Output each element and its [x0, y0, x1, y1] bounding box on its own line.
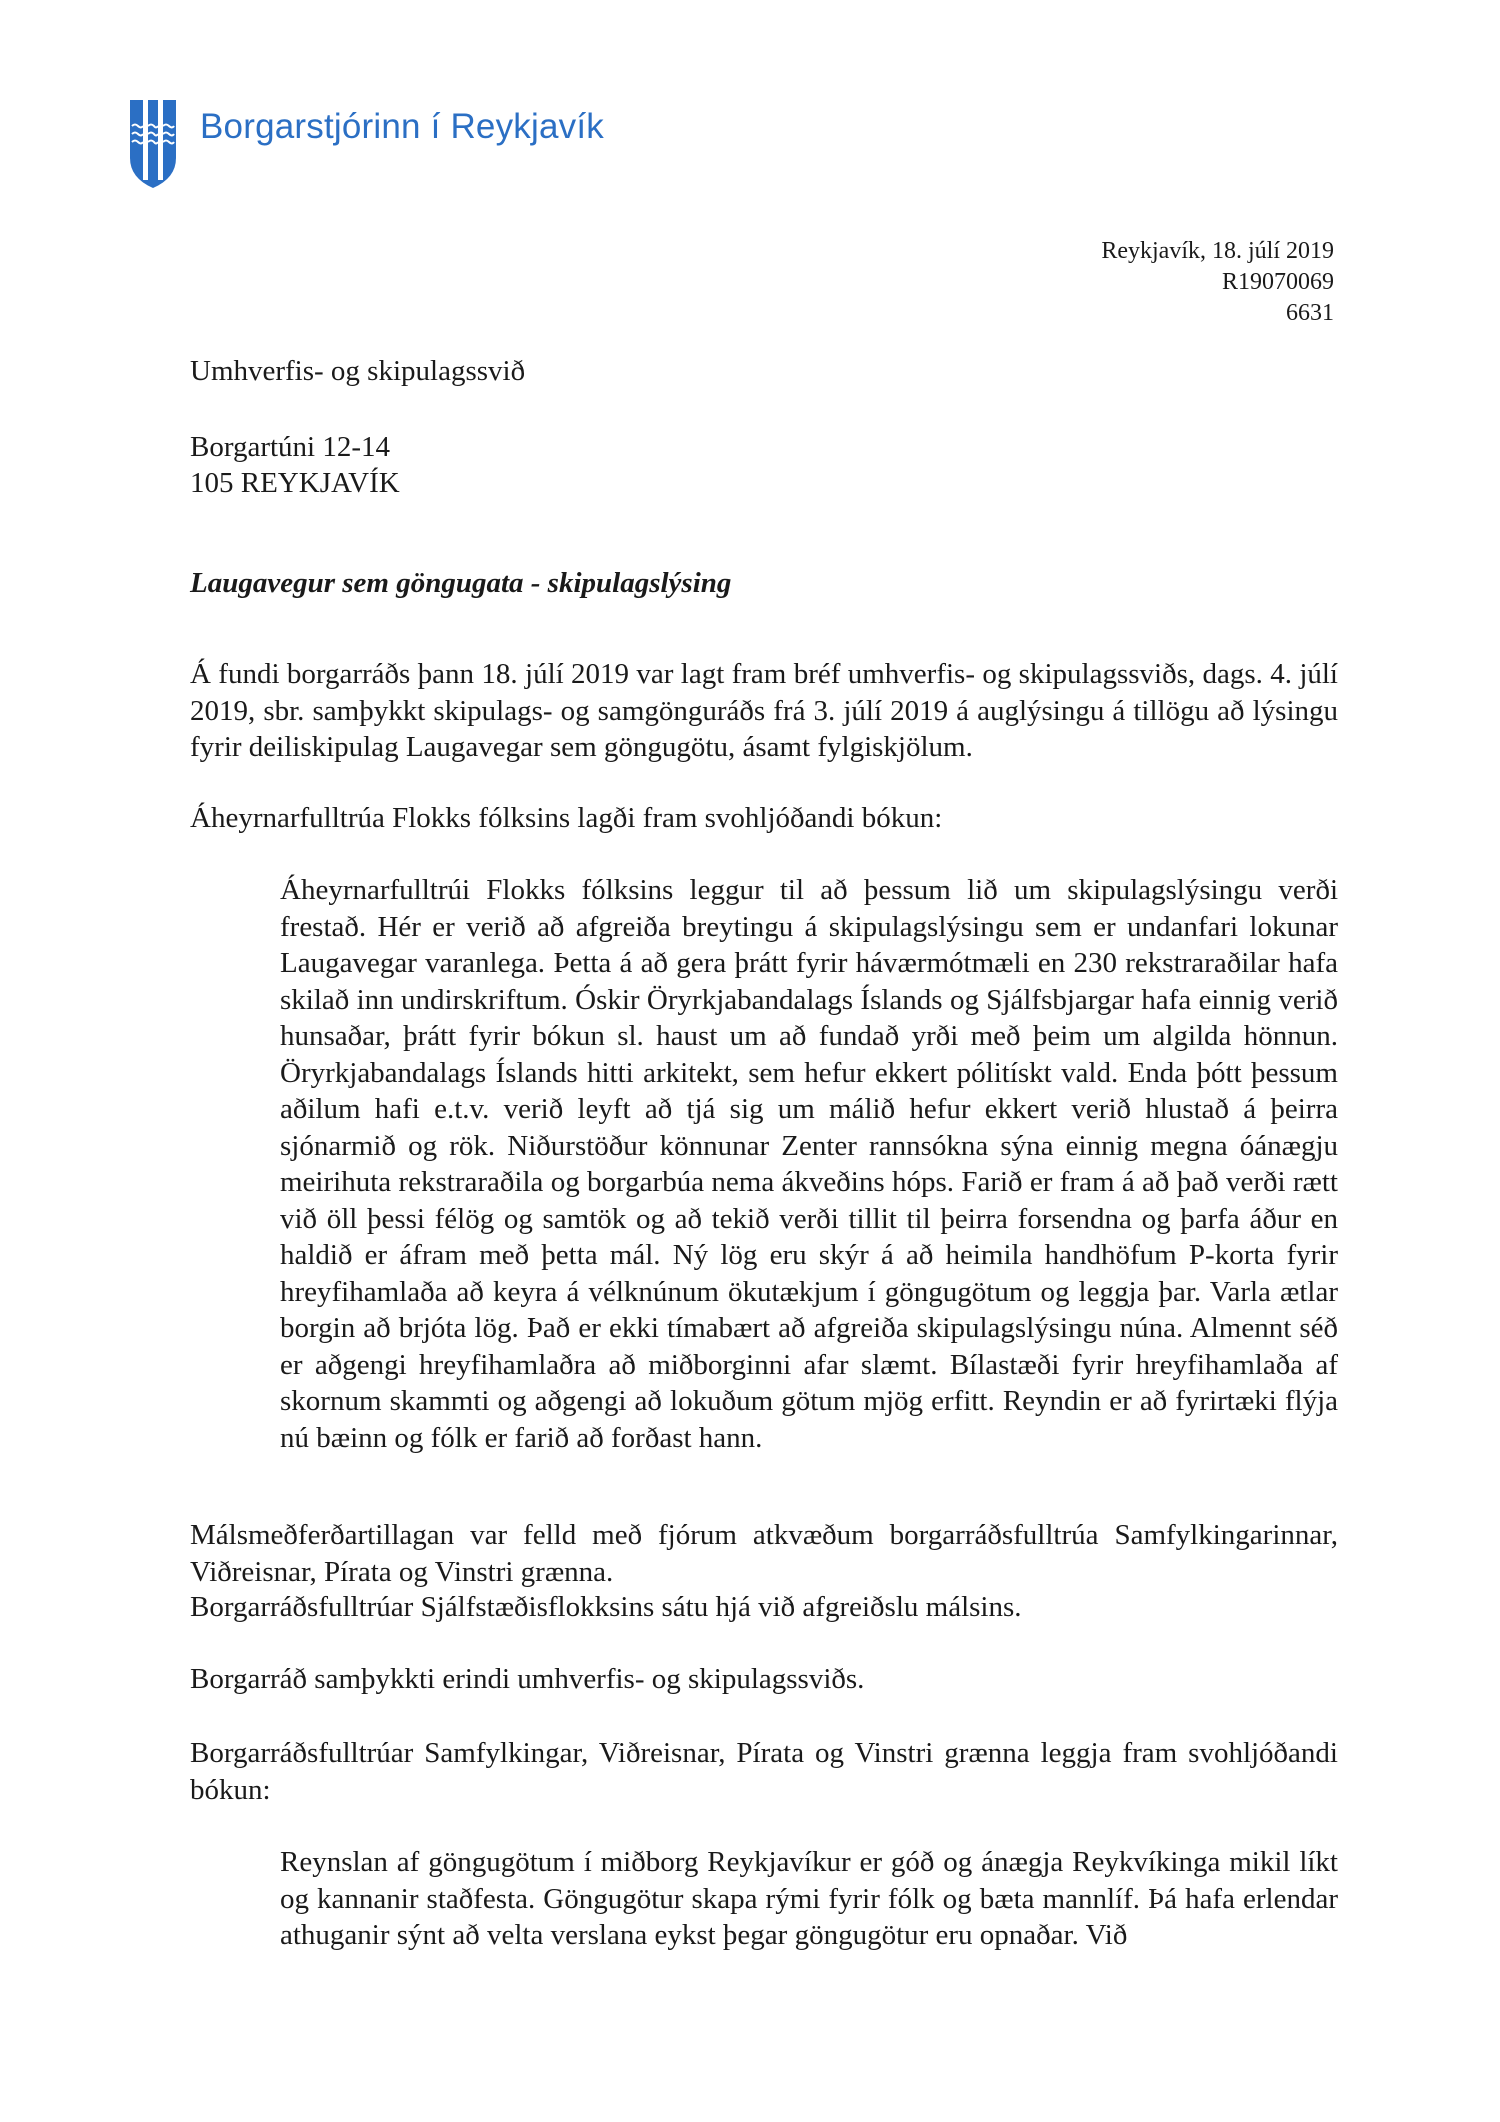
reykjavik-crest-icon — [126, 96, 180, 192]
case-number: R19070069 — [1221, 269, 1334, 295]
address-street: Borgartúni 12-14 — [190, 431, 391, 463]
reference-block — [1101, 236, 1334, 329]
bokun-quote: Reynslan af göngugötum í miðborg Reykjavíkur er góð og ánægja Reykvíkinga mikil líkt og kannanir staðfesta. Göngugötur skapa rými fyrir fólk og bæta mannlíf. Þá hafa erlendar athuganir sýnt að velta verslana eykst þegar göngugötur eru opnaðar. Við — [280, 1846, 1338, 1951]
recipient-department: Umhverfis- og skipulagssvið — [190, 355, 526, 387]
document-number: 6631 — [1286, 300, 1334, 326]
speaker-paragraph: Borgarráðsfulltrúar Samfylkingar, Viðreisnar, Pírata og Vinstri grænna leggja fram svohljóðandi bókun: — [190, 1737, 1338, 1806]
abstain-paragraph: Borgarráðsfulltrúar Sjálfstæðisflokksins sátu hjá við afgreiðslu málsins. — [190, 1591, 1022, 1623]
address-city: 105 REYKJAVÍK — [190, 467, 400, 499]
speaker-paragraph: Áheyrnarfulltrúa Flokks fólksins lagði fram svohljóðandi bókun: — [190, 802, 943, 834]
recipient-address — [190, 429, 400, 501]
vote-paragraph: Málsmeðferðartillagan var felld með fjórum atkvæðum borgarráðsfulltrúa Samfylkingarinnar, Viðreisnar, Pírata og Vinstri grænna. — [190, 1519, 1338, 1588]
letterhead — [126, 96, 604, 192]
org-name: Borgarstjórinn í Reykjavík — [200, 107, 604, 146]
intro-paragraph: Á fundi borgarráðs þann 18. júlí 2019 var lagt fram bréf umhverfis- og skipulagssviðs, dags. 4. júlí 2019, sbr. samþykkt skipulags- og samgönguráðs frá 3. júlí 2019 á auglýsingu á tillögu að lýsingu fyrir deiliskipulag Laugavegar sem göngugötu, ásamt fylgiskjölum. — [190, 658, 1338, 763]
place-date: Reykjavík, 18. júlí 2019 — [1101, 238, 1334, 264]
approval-paragraph: Borgarráð samþykkti erindi umhverfis- og skipulagssviðs. — [190, 1663, 865, 1695]
bokun-quote: Áheyrnarfulltrúi Flokks fólksins leggur til að þessum lið um skipulagslýsingu verði frestað. Hér er verið að afgreiða breytingu á skipulagslýsingu sem er undanfari lokunar Laugavegar varanlega. Þetta á að gera þrátt fyrir háværmótmæli en 230 rekstraraðilar hafa skilað inn undirskriftum. Óskir Öryrkjabandalags Íslands og Sjálfsbjargar hafa einnig verið hunsaðar, þrátt fyrir bókun sl. haust um að fundað yrði með þeim um algilda hönnun. Öryrkjabandalags Íslands hitti arkitekt, sem hefur ekkert pólitískt vald. Enda þótt þessum aðilum hafi e.t.v. verið leyft að tjá sig um málið hefur ekkert verið hlustað á þeirra sjónarmið og rök. Niðurstöður könnunar Zenter rannsókna sýna einnig megna óánægju meirihuta rekstraraðila og borgarbúa nema ákveðins hóps. Farið er fram á að það verði rætt við öll þessi félög og samtök og að tekið verði tillit til þeirra forsendna og þarfa áður en haldið er áfram með þetta mál. Ný lög eru skýr á að heimila handhöfum P-korta fyrir hreyfihamlaða að keyra á vélknúnum ökutækjum í göngugötum og leggja þar. Varla ætlar borgin að brjóta lög. Það er ekki tímabært að afgreiða skipulagslýsingu núna. Almennt séð er aðgengi hreyfihamlaðra að miðborginni afar slæmt. Bílastæði fyrir hreyfihamlaða af skornum skammti og aðgengi að lokuðum götum mjög erfitt. Reyndin er að fyrirtæki flýja nú bæinn og fólk er farið að forðast hann. — [280, 874, 1338, 1454]
letter-subject: Laugavegur sem göngugata - skipulagslýsing — [190, 567, 732, 599]
